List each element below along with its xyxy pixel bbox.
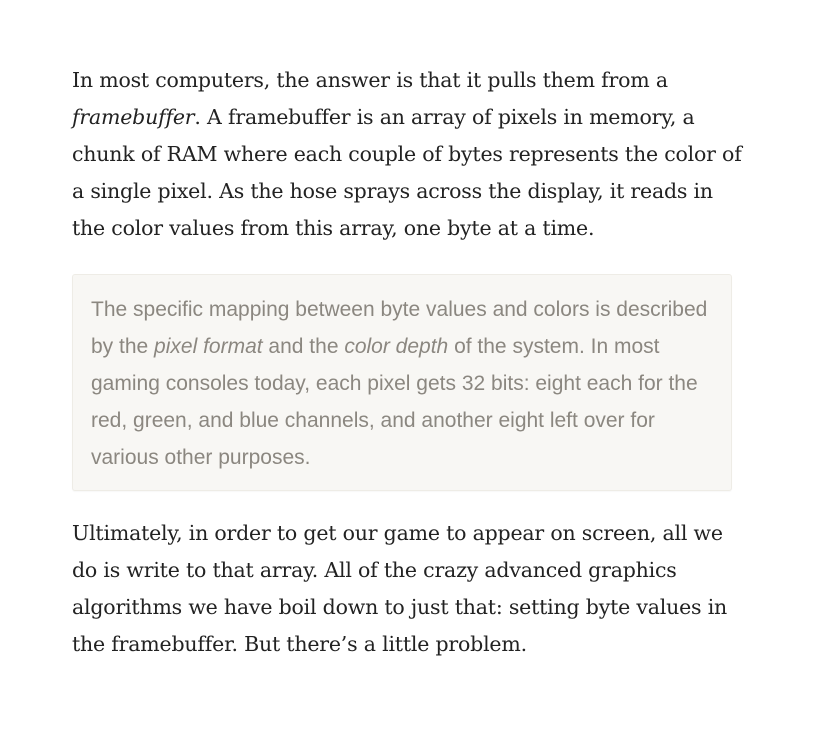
aside-text-end: of the system. In most gaming consoles today, each pixel gets 32 bits: eight each for the red, green, and blue channels, and another eight left over for various other purposes. bbox=[91, 335, 698, 469]
pixel-format-term: pixel format bbox=[154, 335, 263, 358]
aside-paragraph bbox=[91, 291, 713, 476]
article-body bbox=[72, 62, 752, 663]
aside-text-start: The specific mapping between byte values and colors is described by the bbox=[91, 298, 708, 358]
intro-text-end: . A framebuffer is an array of pixels in memory, a chunk of RAM where each couple of bytes represents the color of a single pixel. As the hose sprays across the display, it reads in the color values from this array, one byte at a time. bbox=[72, 105, 742, 240]
intro-paragraph bbox=[72, 62, 752, 247]
aside-note bbox=[72, 274, 732, 491]
outro-paragraph: Ultimately, in order to get our game to appear on screen, all we do is write to that array. All of the crazy advanced graphics algorithms we have boil down to just that: setting byte values in the framebuffer. But there’s a little problem. bbox=[72, 521, 728, 656]
color-depth-term: color depth bbox=[344, 335, 449, 358]
framebuffer-term: framebuffer bbox=[72, 105, 195, 129]
aside-text-middle: and the bbox=[262, 335, 345, 358]
intro-text-start: In most computers, the answer is that it pulls them from a bbox=[72, 68, 668, 92]
